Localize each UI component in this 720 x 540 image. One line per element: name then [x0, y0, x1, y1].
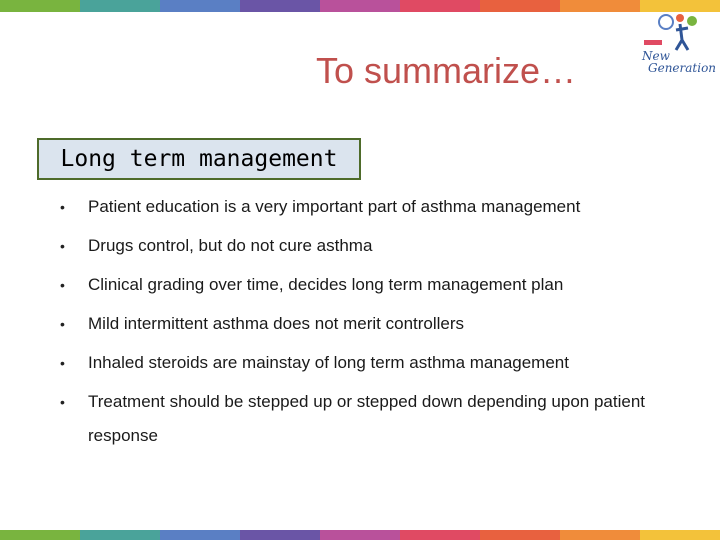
bullet-item: • Inhaled steroids are mainstay of long term asthma management — [60, 346, 710, 380]
new-generation-logo — [636, 12, 718, 78]
bullet-item: • Clinical grading over time, decides long term management plan — [60, 268, 710, 302]
bullet-dot-icon: • — [60, 394, 65, 410]
logo-text-generation: Generation — [648, 61, 717, 75]
section-heading: Long term management — [60, 146, 338, 172]
bullet-item: • Mild intermittent asthma does not merit controllers — [60, 307, 710, 341]
logo-figures-icon — [636, 12, 718, 52]
logo-text-new: New — [642, 49, 670, 63]
section-heading-box — [37, 138, 361, 180]
bullet-item: • Treatment should be stepped up or stepped down depending upon patient response — [60, 385, 710, 453]
bullet-dot-icon: • — [60, 277, 65, 293]
bullet-dot-icon: • — [60, 199, 65, 215]
bullet-dot-icon: • — [60, 238, 65, 254]
top-color-stripe — [0, 0, 720, 12]
bullet-dot-icon: • — [60, 355, 65, 371]
bullet-item: • Drugs control, but do not cure asthma — [60, 229, 710, 263]
bullet-list — [60, 190, 710, 458]
slide-title: To summarize… — [316, 50, 577, 91]
bottom-color-stripe — [0, 530, 720, 540]
bullet-item: • Patient education is a very important part of asthma management — [60, 190, 710, 224]
bullet-dot-icon: • — [60, 316, 65, 332]
